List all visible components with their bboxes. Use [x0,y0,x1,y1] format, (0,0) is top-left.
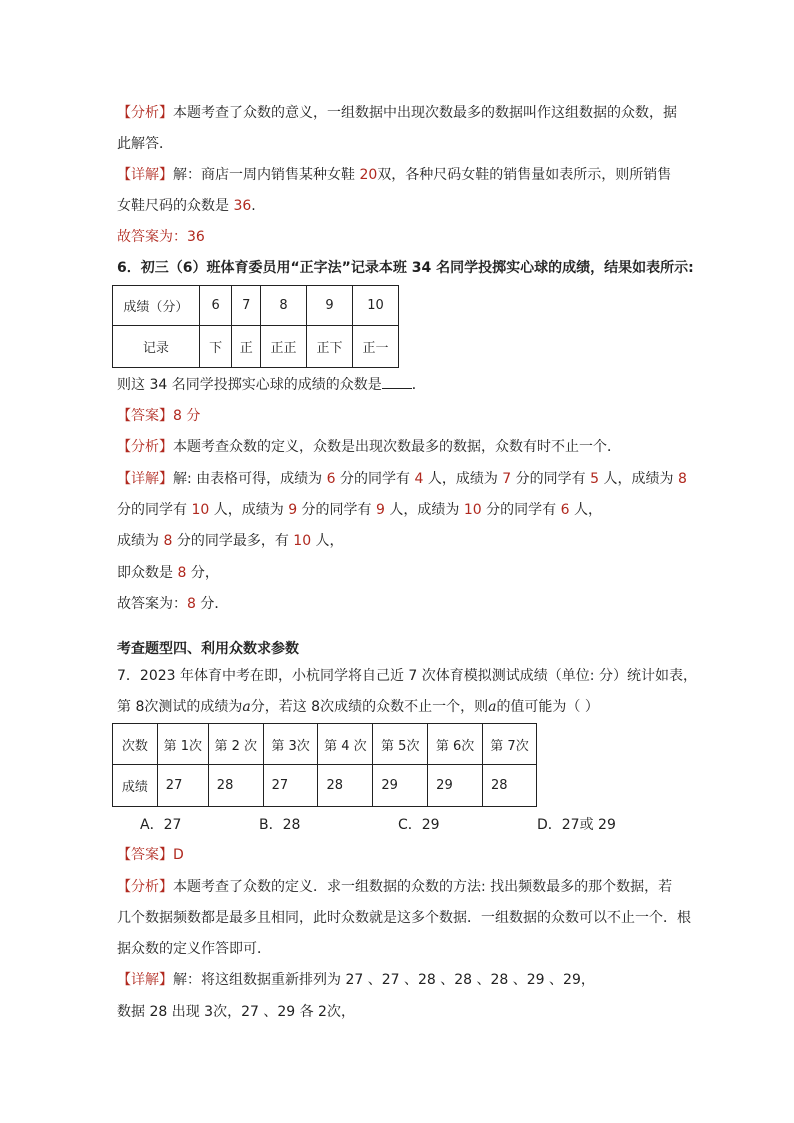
table-cell: 正一 [352,326,398,368]
table-cell: 6 [199,286,232,326]
q6-analysis [117,437,621,457]
detail-text: 分的同学有 [335,471,415,487]
table-cell: 10 [352,286,398,326]
detail-text: 双，各种尺码女鞋的销售量如表所示，则所销售 [377,167,672,183]
q6-question-text: ． [411,377,426,393]
detail-text: 人，成绩为 [423,471,503,487]
detail-number: 8 [187,596,196,612]
q7-stem-text: 的值可能为（ ） [496,699,599,715]
detail-text: 分的同学有 [297,502,377,518]
detail-number: 9 [288,502,298,518]
q6-detail-line-4 [117,563,219,583]
detail-number: 6 [560,502,570,518]
table-cell: 29 [373,765,428,807]
detail-text: 人，成绩为 [599,471,678,487]
table-row [113,286,399,326]
q7-analysis-line-1 [117,877,672,897]
answer-value: D [173,847,184,863]
detail-text: 分的同学有 [117,502,192,518]
variable-a: a [242,699,251,715]
q6-question [117,374,426,395]
q6-stem [117,258,694,278]
analysis-line-1 [117,103,677,123]
q6-detail-line-1 [117,469,687,489]
answer-label: 故答案为： [117,229,187,245]
detail-text: 分． [195,596,229,612]
answer-tag: 【答案】 [117,847,173,863]
table-cell: 第 6次 [428,724,483,765]
section-heading: 考查题型四、利用众数求参数 [117,641,299,657]
detail-text: 人，成绩为 [384,502,464,518]
q6-question-text: 则这 34 名同学投掷实心球的成绩的众数是 [117,377,382,393]
q6-detail-line-3 [117,531,344,551]
table-cell: 27 [263,765,318,807]
q7-stem-text: 第 8次测试的成绩为 [117,699,243,715]
detail-line-1 [117,165,671,185]
detail-text: 分的同学有 [511,471,591,487]
analysis-text: 几个数据频数都是最多且相同，此时众数就是这多个数据．一组数据的众数可以不止一个．根 [117,910,691,926]
q7-analysis-line-2 [117,908,691,928]
detail-text: 解：商店一周内销售某种女鞋 [173,167,360,183]
detail-text: 分， [186,565,219,581]
table-cell: 第 3次 [263,724,318,765]
detail-text: . [251,198,256,214]
detail-number: 7 [502,471,512,487]
answer-line [117,227,205,247]
analysis-tag: 【分析】 [117,879,173,895]
table-cell: 28 [318,765,373,807]
detail-number: 6 [326,471,336,487]
detail-number: 36 [233,198,252,214]
q6-stem-text: 名同学投掷实心球的成绩，结果如表所示: [431,260,694,276]
analysis-text: 本题考查了众数的意义，一组数据中出现次数最多的数据叫作这组数据的众数，据 [173,105,677,121]
answer-value: 8 分 [173,408,201,424]
detail-number: 10 [191,502,210,518]
variable-a: a [488,699,497,715]
table-cell: 记录 [113,326,200,368]
detail-text: 解：将这组数据重新排列为 27 、27 、28 、28 、28 、29 、29， [173,972,595,988]
answer-blank [382,374,412,389]
table-cell: 27 [157,765,208,807]
detail-number: 10 [293,533,312,549]
detail-text: 分的同学有 [481,502,561,518]
detail-text: 即众数是 [117,565,178,581]
q7-stem-line-1 [117,666,697,686]
table-cell: 第 7次 [483,724,537,765]
table-cell: 第 4 次 [318,724,373,765]
q7-stem-text: 7．2023 年体育中考在即，小杭同学将自己近 7 次体育模拟测试成绩（单位: 分）统计如表， [117,668,697,684]
q7-analysis-line-3 [117,939,271,959]
analysis-tag: 【分析】 [117,105,173,121]
analysis-text: 本题考查了众数的定义．求一组数据的众数的方法: 找出频数最多的那个数据，若 [173,879,673,895]
detail-number: 8 [163,533,173,549]
detail-text: 人，成绩为 [209,502,289,518]
detail-number: 8 [177,565,187,581]
detail-number: 4 [414,471,424,487]
q6-record-table [112,285,399,368]
detail-tag: 【详解】 [117,972,173,988]
table-cell: 7 [232,286,261,326]
detail-number: 8 [677,471,687,487]
table-cell: 正 [232,326,261,368]
analysis-line-2 [117,134,173,154]
detail-number: 20 [359,167,378,183]
answer-tag: 【答案】 [117,408,173,424]
detail-text: 人， [569,502,602,518]
detail-line-2 [117,196,256,216]
analysis-text: 据众数的定义作答即可． [117,941,271,957]
option-a: A．27 [140,817,182,833]
detail-tag: 【详解】 [117,167,173,183]
table-cell: 第 2 次 [208,724,263,765]
detail-tag: 【详解】 [117,471,173,487]
detail-text: 成绩为 [117,533,164,549]
detail-text: 故答案为： [117,596,187,612]
option-b: B．28 [259,817,301,833]
q7-stem-text: 分，若这 8次成绩的众数不止一个，则 [250,699,489,715]
detail-number: 9 [376,502,385,518]
q6-detail-line-2 [117,500,602,520]
table-cell: 成绩（分） [113,286,200,326]
q6-detail-line-5 [117,594,228,614]
detail-number: 10 [463,502,482,518]
table-cell: 8 [261,286,307,326]
table-cell: 28 [483,765,537,807]
table-row [113,724,537,765]
q7-score-table [112,723,537,807]
table-cell: 第 5次 [373,724,428,765]
option-c: C．29 [398,817,440,833]
analysis-tag: 【分析】 [117,439,173,455]
detail-text: 人， [311,533,344,549]
table-cell: 正下 [307,326,353,368]
q7-stem-line-2 [117,697,599,717]
table-cell: 第 1次 [157,724,208,765]
q6-answer [117,406,200,426]
table-cell: 成绩 [113,765,158,807]
table-cell: 下 [199,326,232,368]
q7-answer [117,845,184,865]
q6-stem-text: 6．初三（6）班体育委员用“正字法”记录本班 [117,260,412,276]
answer-value: 36 [187,229,205,245]
detail-number: 5 [590,471,600,487]
detail-text: 分的同学最多，有 [172,533,294,549]
table-cell: 正正 [261,326,307,368]
q7-detail-line-2 [117,1002,355,1022]
table-cell: 9 [307,286,353,326]
table-row [113,765,537,807]
table-row [113,326,399,368]
detail-text: 解: 由表格可得，成绩为 [173,471,327,487]
analysis-text: 此解答． [117,136,173,152]
q7-detail-line-1 [117,970,595,990]
table-cell: 28 [208,765,263,807]
table-cell: 29 [428,765,483,807]
analysis-text: 本题考查众数的定义，众数是出现次数最多的数据，众数有时不止一个． [173,439,621,455]
detail-text: 数据 28 出现 3次，27 、29 各 2次， [117,1004,355,1020]
table-cell: 次数 [113,724,158,765]
detail-text: 女鞋尺码的众数是 [117,198,234,214]
q6-stem-number: 34 [411,260,432,276]
option-d: D．27或 29 [537,817,616,833]
